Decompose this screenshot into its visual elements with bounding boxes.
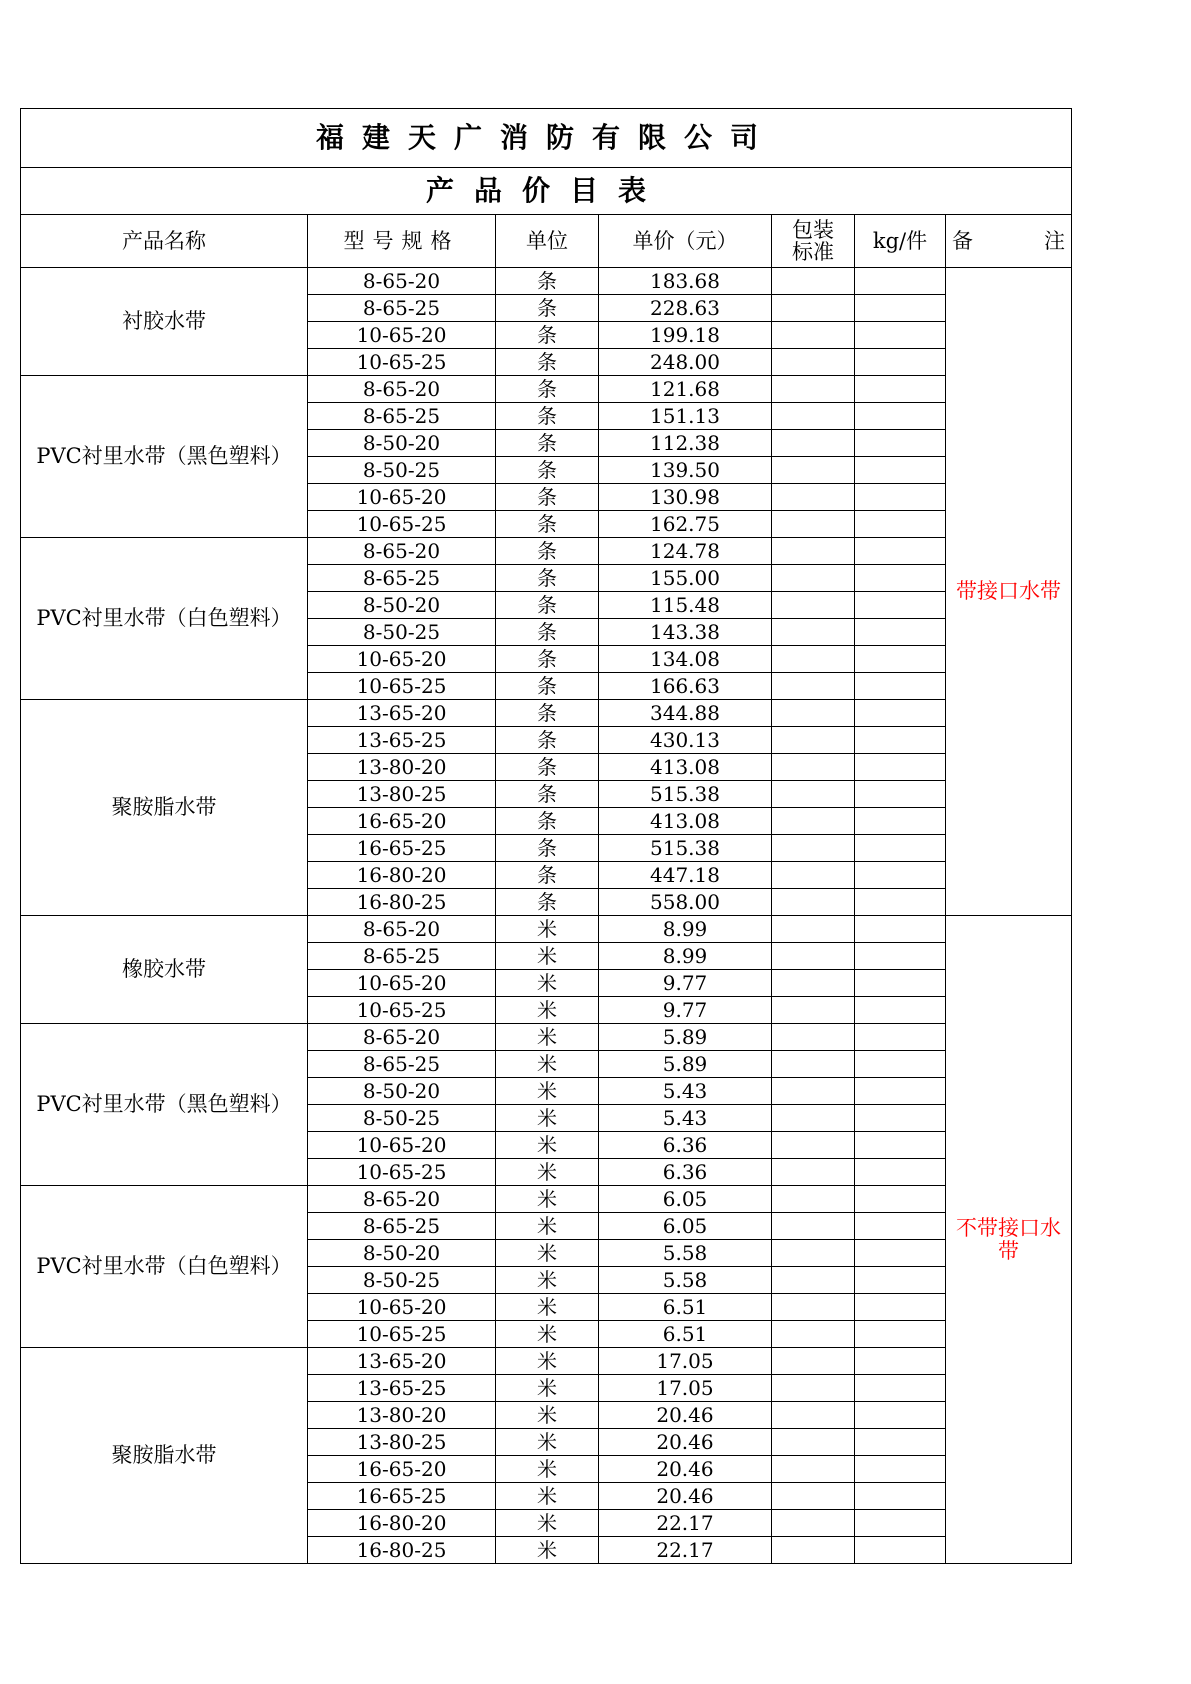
model-cell: 16-80-20 [308,1510,496,1537]
price-cell: 6.05 [599,1186,772,1213]
price-cell: 162.75 [599,511,772,538]
unit-cell: 条 [496,673,599,700]
weight-cell [855,322,946,349]
price-cell: 130.98 [599,484,772,511]
model-cell: 8-65-25 [308,1213,496,1240]
weight-cell [855,673,946,700]
unit-cell: 米 [496,970,599,997]
price-cell: 20.46 [599,1456,772,1483]
unit-cell: 米 [496,943,599,970]
weight-cell [855,835,946,862]
weight-cell [855,700,946,727]
weight-cell [855,943,946,970]
price-cell: 20.46 [599,1483,772,1510]
weight-cell [855,376,946,403]
packing-cell [772,916,855,943]
model-cell: 10-65-20 [308,970,496,997]
weight-cell [855,1078,946,1105]
model-cell: 13-65-20 [308,1348,496,1375]
price-cell: 9.77 [599,997,772,1024]
weight-cell [855,970,946,997]
packing-cell [772,1267,855,1294]
price-cell: 20.46 [599,1429,772,1456]
unit-cell: 米 [496,1132,599,1159]
model-cell: 10-65-25 [308,1159,496,1186]
model-cell: 8-65-20 [308,376,496,403]
price-cell: 5.89 [599,1051,772,1078]
model-cell: 8-50-25 [308,1105,496,1132]
table-row [21,268,1072,295]
model-cell: 10-65-20 [308,1294,496,1321]
packing-cell [772,997,855,1024]
weight-cell [855,1375,946,1402]
unit-cell: 米 [496,1402,599,1429]
price-cell: 166.63 [599,673,772,700]
unit-cell: 米 [496,1186,599,1213]
packing-cell [772,511,855,538]
packing-cell [772,1240,855,1267]
weight-cell [855,862,946,889]
weight-cell [855,1483,946,1510]
model-cell: 8-65-20 [308,538,496,565]
packing-cell [772,1456,855,1483]
model-cell: 16-65-25 [308,835,496,862]
table-row [21,376,1072,403]
model-cell: 8-65-20 [308,1024,496,1051]
model-cell: 13-80-25 [308,1429,496,1456]
table-row [21,916,1072,943]
model-cell: 10-65-25 [308,997,496,1024]
price-cell: 413.08 [599,808,772,835]
model-cell: 10-65-20 [308,646,496,673]
weight-cell [855,646,946,673]
table-row [21,1024,1072,1051]
header-row [21,215,1072,268]
packing-cell [772,862,855,889]
packing-cell [772,1132,855,1159]
company-name: 福建天广消防有限公司 [21,109,1072,168]
product-name-cell: PVC衬里水带（黑色塑料） [21,376,308,538]
model-cell: 16-65-25 [308,1483,496,1510]
unit-cell: 米 [496,1159,599,1186]
price-cell: 344.88 [599,700,772,727]
unit-cell: 条 [496,376,599,403]
weight-cell [855,1294,946,1321]
unit-cell: 条 [496,457,599,484]
packing-cell [772,1483,855,1510]
header-packing-standard [772,215,855,268]
header-model-spec: 型号规格 [308,215,496,268]
company-title-row [21,109,1072,168]
unit-cell: 条 [496,754,599,781]
price-cell: 558.00 [599,889,772,916]
model-cell: 8-50-20 [308,592,496,619]
model-cell: 13-65-25 [308,727,496,754]
unit-cell: 条 [496,646,599,673]
packing-cell [772,1213,855,1240]
price-cell: 139.50 [599,457,772,484]
packing-cell [772,268,855,295]
header-unit: 单位 [496,215,599,268]
price-cell: 8.99 [599,943,772,970]
model-cell: 16-65-20 [308,1456,496,1483]
weight-cell [855,1267,946,1294]
packing-cell [772,1375,855,1402]
unit-cell: 条 [496,835,599,862]
model-cell: 10-65-20 [308,484,496,511]
model-cell: 8-65-25 [308,295,496,322]
price-cell: 20.46 [599,1402,772,1429]
packing-cell [772,943,855,970]
unit-cell: 米 [496,1321,599,1348]
weight-cell [855,889,946,916]
packing-cell [772,1402,855,1429]
packing-cell [772,619,855,646]
model-cell: 8-50-25 [308,619,496,646]
weight-cell [855,349,946,376]
unit-cell: 米 [496,1105,599,1132]
unit-cell: 条 [496,268,599,295]
packing-cell [772,1078,855,1105]
product-name-cell: 衬胶水带 [21,268,308,376]
packing-cell [772,538,855,565]
weight-cell [855,565,946,592]
packing-cell [772,1348,855,1375]
packing-cell [772,646,855,673]
packing-cell [772,322,855,349]
weight-cell [855,808,946,835]
unit-cell: 条 [496,430,599,457]
price-cell: 9.77 [599,970,772,997]
unit-cell: 条 [496,781,599,808]
packing-cell [772,349,855,376]
unit-cell: 条 [496,592,599,619]
product-name-cell: 聚胺脂水带 [21,700,308,916]
price-cell: 6.36 [599,1132,772,1159]
packing-cell [772,700,855,727]
unit-cell: 米 [496,1240,599,1267]
weight-cell [855,754,946,781]
packing-cell [772,1159,855,1186]
packing-cell [772,430,855,457]
price-cell: 22.17 [599,1510,772,1537]
unit-cell: 米 [496,1510,599,1537]
weight-cell [855,592,946,619]
packing-cell [772,592,855,619]
packing-cell [772,1537,855,1564]
remarks-cell: 不带接口水带 [946,916,1072,1564]
packing-cell [772,781,855,808]
price-cell: 5.58 [599,1240,772,1267]
weight-cell [855,1429,946,1456]
price-cell: 134.08 [599,646,772,673]
packing-cell [772,835,855,862]
header-remarks [946,215,1072,268]
weight-cell [855,457,946,484]
unit-cell: 条 [496,538,599,565]
model-cell: 8-65-25 [308,565,496,592]
unit-cell: 米 [496,1024,599,1051]
weight-cell [855,1024,946,1051]
packing-cell [772,889,855,916]
price-cell: 447.18 [599,862,772,889]
price-cell: 5.43 [599,1105,772,1132]
model-cell: 16-80-25 [308,889,496,916]
packing-cell [772,970,855,997]
header-weight: kg/件 [855,215,946,268]
unit-cell: 米 [496,1294,599,1321]
unit-cell: 条 [496,484,599,511]
price-cell: 413.08 [599,754,772,781]
header-product-name: 产品名称 [21,215,308,268]
model-cell: 10-65-25 [308,673,496,700]
weight-cell [855,403,946,430]
unit-cell: 米 [496,997,599,1024]
weight-cell [855,727,946,754]
table-subtitle: 产品价目表 [21,168,1072,215]
packing-cell [772,295,855,322]
weight-cell [855,484,946,511]
model-cell: 8-50-20 [308,1078,496,1105]
table-row [21,700,1072,727]
packing-cell [772,754,855,781]
price-cell: 515.38 [599,835,772,862]
unit-cell: 米 [496,1078,599,1105]
packing-cell [772,457,855,484]
price-cell: 22.17 [599,1537,772,1564]
model-cell: 16-65-20 [308,808,496,835]
unit-cell: 米 [496,1051,599,1078]
price-cell: 151.13 [599,403,772,430]
model-cell: 13-65-20 [308,700,496,727]
unit-cell: 条 [496,511,599,538]
weight-cell [855,295,946,322]
product-name-cell: PVC衬里水带（白色塑料） [21,538,308,700]
price-cell: 17.05 [599,1348,772,1375]
unit-cell: 米 [496,1375,599,1402]
packing-cell [772,727,855,754]
packing-cell [772,1186,855,1213]
packing-cell [772,673,855,700]
weight-cell [855,268,946,295]
weight-cell [855,1105,946,1132]
unit-cell: 条 [496,808,599,835]
header-remarks-right: 注 [1044,228,1065,253]
price-cell: 5.43 [599,1078,772,1105]
unit-cell: 米 [496,1483,599,1510]
model-cell: 8-65-25 [308,943,496,970]
price-cell: 5.58 [599,1267,772,1294]
price-cell: 121.68 [599,376,772,403]
weight-cell [855,1321,946,1348]
weight-cell [855,1402,946,1429]
weight-cell [855,1213,946,1240]
price-cell: 248.00 [599,349,772,376]
packing-cell [772,1024,855,1051]
weight-cell [855,430,946,457]
table-row [21,1348,1072,1375]
model-cell: 13-65-25 [308,1375,496,1402]
model-cell: 10-65-20 [308,322,496,349]
price-cell: 5.89 [599,1024,772,1051]
header-remarks-left: 备 [952,228,973,253]
product-name-cell: PVC衬里水带（黑色塑料） [21,1024,308,1186]
weight-cell [855,997,946,1024]
price-cell: 112.38 [599,430,772,457]
weight-cell [855,781,946,808]
model-cell: 13-80-20 [308,754,496,781]
model-cell: 10-65-25 [308,1321,496,1348]
model-cell: 8-50-25 [308,457,496,484]
price-cell: 17.05 [599,1375,772,1402]
weight-cell [855,1240,946,1267]
price-cell: 183.68 [599,268,772,295]
header-unit-price: 单价（元） [599,215,772,268]
price-cell: 143.38 [599,619,772,646]
model-cell: 16-80-25 [308,1537,496,1564]
packing-cell [772,484,855,511]
unit-cell: 米 [496,1456,599,1483]
weight-cell [855,1132,946,1159]
product-name-cell: 聚胺脂水带 [21,1348,308,1564]
packing-cell [772,1321,855,1348]
price-cell: 124.78 [599,538,772,565]
unit-cell: 条 [496,295,599,322]
model-cell: 10-65-25 [308,511,496,538]
price-cell: 8.99 [599,916,772,943]
unit-cell: 条 [496,565,599,592]
packing-cell [772,1510,855,1537]
model-cell: 8-50-20 [308,1240,496,1267]
weight-cell [855,916,946,943]
weight-cell [855,1186,946,1213]
model-cell: 13-80-25 [308,781,496,808]
weight-cell [855,1456,946,1483]
packing-cell [772,403,855,430]
price-cell: 6.51 [599,1321,772,1348]
unit-cell: 米 [496,1429,599,1456]
unit-cell: 条 [496,700,599,727]
unit-cell: 条 [496,889,599,916]
price-list-table [20,108,1072,1564]
weight-cell [855,1159,946,1186]
price-cell: 515.38 [599,781,772,808]
packing-cell [772,1105,855,1132]
product-name-cell: PVC衬里水带（白色塑料） [21,1186,308,1348]
weight-cell [855,1348,946,1375]
header-packing-line1: 包装 [792,217,834,242]
model-cell: 8-65-20 [308,916,496,943]
price-cell: 6.36 [599,1159,772,1186]
unit-cell: 条 [496,403,599,430]
model-cell: 13-80-20 [308,1402,496,1429]
model-cell: 8-50-20 [308,430,496,457]
price-cell: 155.00 [599,565,772,592]
unit-cell: 条 [496,727,599,754]
packing-cell [772,1294,855,1321]
weight-cell [855,619,946,646]
price-cell: 430.13 [599,727,772,754]
model-cell: 8-65-20 [308,268,496,295]
header-packing-line2: 标准 [792,240,834,264]
unit-cell: 米 [496,1213,599,1240]
model-cell: 8-65-25 [308,403,496,430]
weight-cell [855,1051,946,1078]
model-cell: 16-80-20 [308,862,496,889]
subtitle-row [21,168,1072,215]
packing-cell [772,808,855,835]
price-cell: 6.05 [599,1213,772,1240]
model-cell: 8-65-25 [308,1051,496,1078]
table-row [21,1186,1072,1213]
remarks-cell: 带接口水带 [946,268,1072,916]
unit-cell: 条 [496,619,599,646]
unit-cell: 米 [496,1267,599,1294]
price-cell: 115.48 [599,592,772,619]
model-cell: 10-65-25 [308,349,496,376]
model-cell: 8-50-25 [308,1267,496,1294]
weight-cell [855,1537,946,1564]
packing-cell [772,565,855,592]
model-cell: 10-65-20 [308,1132,496,1159]
packing-cell [772,376,855,403]
unit-cell: 米 [496,1348,599,1375]
price-cell: 199.18 [599,322,772,349]
weight-cell [855,1510,946,1537]
price-cell: 228.63 [599,295,772,322]
packing-cell [772,1051,855,1078]
price-cell: 6.51 [599,1294,772,1321]
unit-cell: 条 [496,322,599,349]
unit-cell: 米 [496,916,599,943]
unit-cell: 米 [496,1537,599,1564]
unit-cell: 条 [496,349,599,376]
unit-cell: 条 [496,862,599,889]
table-row [21,538,1072,565]
packing-cell [772,1429,855,1456]
model-cell: 8-65-20 [308,1186,496,1213]
product-name-cell: 橡胶水带 [21,916,308,1024]
weight-cell [855,538,946,565]
weight-cell [855,511,946,538]
